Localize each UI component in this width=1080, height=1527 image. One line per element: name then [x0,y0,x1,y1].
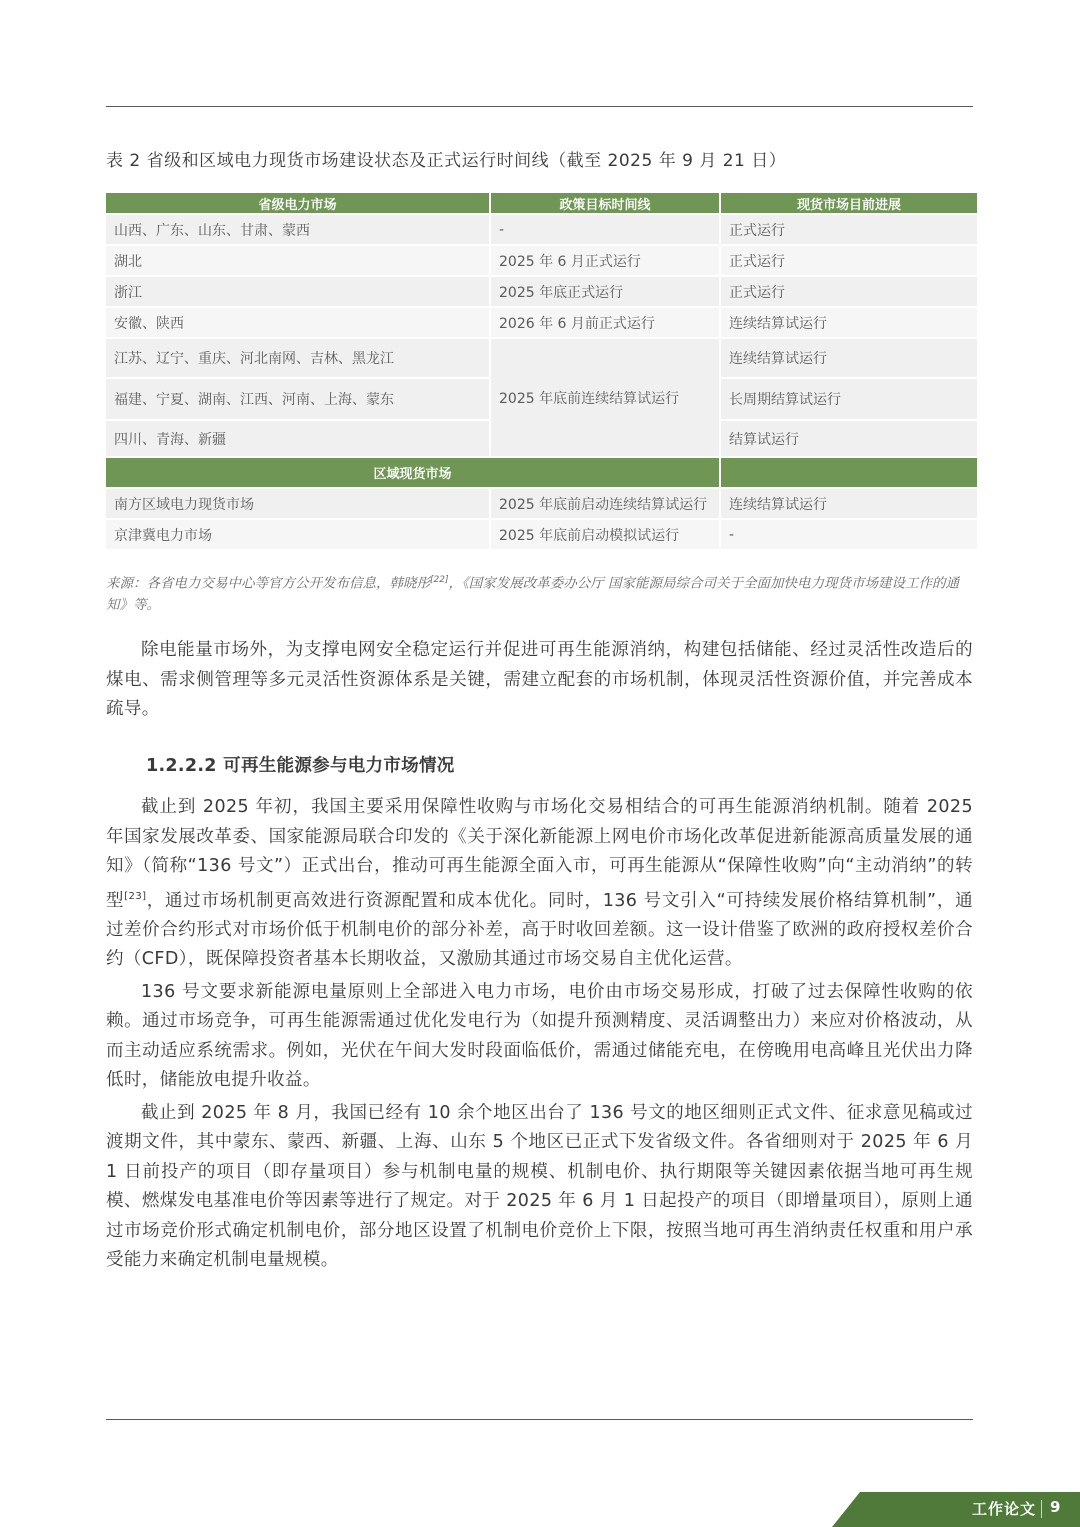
market-status-table [104,191,979,551]
source-suffix: ，《国家发展改革委办公厅 国家能源局综合司关于全面加快电力现货市场建设工作的通知》等。 [106,575,960,613]
cell-status: 连续结算试运行 [721,339,977,377]
col-header-market: 省级电力市场 [106,193,489,213]
body-text [106,793,973,1279]
source-ref: [22] [430,575,449,585]
cell-status: 连续结算试运行 [721,308,977,337]
cell-status: - [721,520,977,549]
cell-status: 结算试运行 [721,421,977,456]
bottom-rule [106,1419,973,1420]
top-rule [106,106,973,107]
cell-timeline: 2025 年底前启动模拟试运行 [491,520,719,549]
footer-band [832,1492,1080,1527]
region-header: 区域现货市场 [106,458,719,487]
cell-market: 京津冀电力市场 [106,520,489,549]
paragraph-2: 136 号文要求新能源电量原则上全部进入电力市场，电价由市场交易形成，打破了过去保障性收购的依赖。通过市场竞争，可再生能源需通过优化发电行为（如提升预测精度、灵活调整出力）来应对价格波动，从而主动适应系统需求。例如，光伏在午间大发时段面临低价，需通过储能充电，在傍晚用电高峰且光伏出力降低时，储能放电提升收益。 [106,981,973,1091]
table-row [106,339,977,377]
cell-status: 连续结算试运行 [721,489,977,518]
table-row [106,489,977,518]
paragraph-1 [106,793,973,975]
cell-timeline: 2025 年底前启动连续结算试运行 [491,489,719,518]
cell-status: 长周期结算试运行 [721,379,977,419]
cell-timeline: 2026 年 6 月前正式运行 [491,308,719,337]
table-row [106,277,977,306]
page-number: 9 [1050,1498,1061,1516]
table-row [106,215,977,244]
cell-status: 正式运行 [721,246,977,275]
col-header-timeline: 政策目标时间线 [491,193,719,213]
paragraph-1-part-a: 截止到 2025 年初，我国主要采用保障性收购与市场化交易相结合的可再生能源消纳机制。随着 2025 年国家发展改革委、国家能源局联合印发的《关于深化新能源上网电价市场化改革促进新能源高质量发展的通知》（简称“136 号文”）正式出台，推动可再生能源全面入市，可再生能源从“保障性收购”向“主动消纳”的转型 [106,797,973,911]
footer-label: 工作论文 [972,1500,1037,1518]
cell-market: 江苏、辽宁、重庆、河北南网、吉林、黑龙江 [106,339,489,377]
cell-timeline-merged: 2025 年底前连续结算试运行 [491,339,719,456]
table-caption: 表 2 省级和区域电力现货市场建设状态及正式运行时间线（截至 2025 年 9 月 21 日） [106,151,787,171]
col-header-status: 现货市场目前进展 [721,193,977,213]
paragraph-3: 截止到 2025 年 8 月，我国已经有 10 余个地区出台了 136 号文的地区细则正式文件、征求意见稿或过渡期文件，其中蒙东、蒙西、新疆、上海、山东 5 个地区已正式下发省级文件。各省细则对于 2025 年 6 月 1 日前投产的项目（即存量项目）参与机制电量的规模、机制电价、执行期限等关键因素依据当地可再生规模、燃煤发电基准电价等因素等进行了规定。对于 2025 年 6 月 1 日起投产的项目（即增量项目），原则上通过市场竞价形式确定机制电价，部分地区设置了机制电价竞价上下限，按照当地可再生消纳责任权重和用户承受能力来确定机制电量规模。 [106,1102,973,1271]
table-row [106,246,977,275]
cell-market: 南方区域电力现货市场 [106,489,489,518]
table-source-note [106,570,973,616]
cell-timeline: - [491,215,719,244]
table-row [106,520,977,549]
cell-market: 福建、宁夏、湖南、江西、河南、上海、蒙东 [106,379,489,419]
cell-market: 安徽、陕西 [106,308,489,337]
cell-market: 湖北 [106,246,489,275]
cell-status: 正式运行 [721,277,977,306]
paragraph-text: 除电能量市场外，为支撑电网安全稳定运行并促进可再生能源消纳，构建包括储能、经过灵活性改造后的煤电、需求侧管理等多元灵活性资源体系是关键，需建立配套的市场机制，体现灵活性资源价值，并完善成本疏导。 [106,640,973,719]
table-row [106,308,977,337]
cell-market: 四川、青海、新疆 [106,421,489,456]
cell-market: 山西、广东、山东、甘肃、蒙西 [106,215,489,244]
section-heading: 1.2.2.2 可再生能源参与电力市场情况 [146,756,455,776]
cell-timeline: 2025 年 6 月正式运行 [491,246,719,275]
paragraph-1-part-b: ，通过市场机制更高效进行资源配置和成本优化。同时，136 号文引入“可持续发展价格结算机制”，通过差价合约形式对市场价低于机制电价的部分补差，高于时收回差额。这一设计借鉴了欧洲的政府授权差价合约（CFD），既保障投资者基本长期收益，又激励其通过市场交易自主优化运营。 [106,890,974,970]
cell-status: 正式运行 [721,215,977,244]
cell-timeline: 2025 年底正式运行 [491,277,719,306]
intro-paragraph [106,636,973,728]
citation-ref: [23] [124,890,147,902]
source-prefix: 来源：各省电力交易中心等官方公开发布信息，韩晓彤 [106,575,430,592]
region-header-blank [721,458,977,487]
footer-separator [1041,1500,1042,1518]
cell-market: 浙江 [106,277,489,306]
